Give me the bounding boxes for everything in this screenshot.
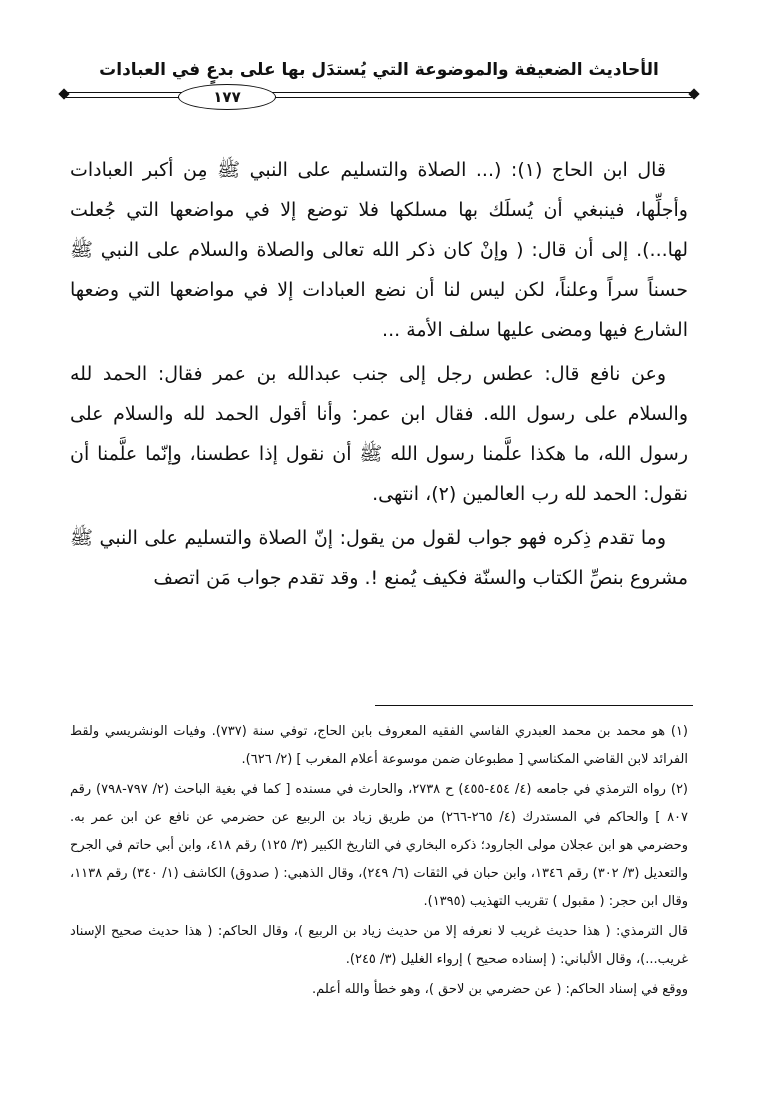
paragraph: وعن نافع قال: عطس رجل إلى جنب عبدالله بن عمر فقال: الحمد لله والسلام على رسول الله. فقال ابن عمر: وأنا أقول الحمد لله والسلام على رسول الله، ما هكذا علَّمنا رسول الله ﷺ أن نقول إذا عطسنا، وإنّما علَّمنا أن نقول: الحمد لله رب العالمين (٢)، انتهى.	[70, 363, 688, 505]
footnote-separator	[375, 705, 693, 706]
paragraph: قال ابن الحاج (١): (... الصلاة والتسليم على النبي ﷺ مِن أكبر العبادات وأجلِّها، فينبغي أن يُسلَك بها مسلكها فلا توضع إلا في مواضعها التي جُعلت لها...). إلى أن قال: ( وإنْ كان ذكر الله تعالى والصلاة والسلام على النبي ﷺ حسناً سراً وعلناً، لكن ليس لنا أن نضع العبادات إلا في مواضعها التي وضعها الشارع فيها ومضى عليها سلف الأمة ...	[70, 159, 688, 341]
footnote: (١) هو محمد بن محمد العبدري الفاسي الفقيه المعروف بابن الحاج، توفي سنة (٧٣٧). وفيات الونشريسي ولقط الفرائد لابن القاضي المكناسي [ مطبوعان ضمن موسوعة أعلام المغرب ] (٢/ ٦٢٦).	[70, 724, 688, 767]
footnotes	[70, 718, 688, 1004]
page-number: ١٧٧	[178, 84, 276, 110]
footnote: ووقع في إسناد الحاكم: ( عن حضرمي بن لاحق )، وهو خطأ والله أعلم.	[312, 982, 688, 997]
footnote: قال الترمذي: ( هذا حديث غريب لا نعرفه إلا من حديث زياد بن الربيع )، وقال الحاكم: ( هذا حديث صحيح الإسناد غريب...)، وقال الألباني: ( إسناده صحيح ) إرواء الغليل (٣/ ٢٤٥).	[70, 924, 688, 967]
header-rule-line-bottom	[66, 97, 692, 98]
main-text	[70, 150, 688, 602]
header-rule-line-top	[66, 92, 692, 93]
running-header	[60, 56, 698, 106]
paragraph: وما تقدم ذِكره فهو جواب لقول من يقول: إنّ الصلاة والتسليم على النبي ﷺ مشروع بنصِّ الكتاب والسنّة فكيف يُمنع !. وقد تقدم جواب مَن اتصف	[70, 527, 688, 589]
running-title: الأحاديث الضعيفة والموضوعة التي يُستدَل بها على بدعٍ في العبادات	[99, 60, 659, 80]
footnote: (٢) رواه الترمذي في جامعه (٤/ ٤٥٤-٤٥٥) ح ٢٧٣٨، والحارث في مسنده [ كما في بغية الباحث (٢/ ٧٩٧-٧٩٨) رقم ٨٠٧ ] والحاكم في المستدرك (٤/ ٢٦٥-٢٦٦) من طريق زياد بن الربيع عن حضرمي عن نافع عن ابن عمر به. وحضرمي هو ابن عجلان مولى الجارود؛ ذكره البخاري في التاريخ الكبير (٣/ ١٢٥) رقم ٤١٨، وابن أبي حاتم في الجرح والتعديل (٣/ ٣٠٢) رقم ١٣٤٦، وابن حبان في الثقات (٦/ ٢٤٩)، وقال الذهبي: ( صدوق) الكاشف (١/ ٣٤٠) رقم ١١٣٨، وقال ابن حجر: ( مقبول ) تقريب التهذيب (١٣٩٥).	[70, 782, 689, 909]
